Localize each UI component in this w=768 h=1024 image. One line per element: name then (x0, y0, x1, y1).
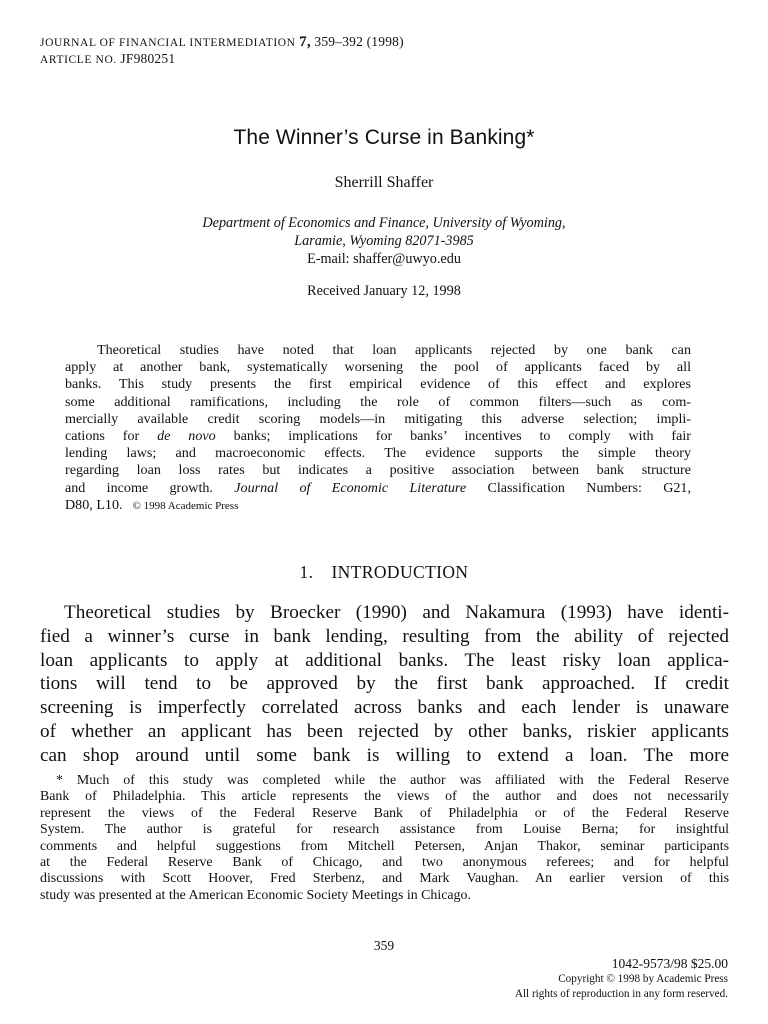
abstract (65, 342, 691, 514)
abstract-line (65, 428, 691, 445)
footnote-line: at the Federal Reserve Bank of Chicago, and two anonymous referees; and for helpful (40, 854, 729, 870)
paper-title: The Winner’s Curse in Banking* (233, 126, 535, 149)
footnote (40, 773, 729, 904)
rights-reserved: All rights of reproduction in any form reserved. (514, 988, 728, 1000)
body-line: tions will tend to be approved by the first bank approached. If credit (40, 673, 729, 695)
body-line: fied a winner’s curse in bank lending, resulting from the ability of rejected (40, 625, 729, 647)
journal-name: JOURNAL OF FINANCIAL INTERMEDIATION (40, 37, 296, 49)
abstract-text: cations for (65, 427, 158, 444)
body-line: Theoretical studies by Broecker (1990) and Nakamura (1993) have identi- (64, 602, 729, 623)
footnote-line: represent the views of the Federal Reserve Bank of Philadelphia or of the Federal Reserve (40, 805, 729, 821)
article-number-line (40, 50, 175, 69)
received-date: Received January 12, 1998 (307, 283, 461, 299)
body-line: can shop around until some bank is willing to extend a loan. The more (40, 744, 729, 766)
abstract-text: banks; implications for banks’ incentives to comply with fair (215, 427, 691, 444)
publisher-copyright: Copyright © 1998 by Academic Press (558, 973, 728, 985)
abstract-line: mercially available credit scoring models—in mitigating this adverse selection; impli- (65, 410, 691, 427)
footnote-line: discussions with Scott Hoover, Fred Sterbenz, and Mark Vaughan. An earlier version of this (40, 871, 729, 887)
abstract-line: Theoretical studies have noted that loan applicants rejected by one bank can (97, 342, 691, 358)
abstract-line (65, 497, 691, 514)
author-name: Sherrill Shaffer (334, 174, 434, 191)
abstract-line: lending laws; and macroeconomic effects. The evidence supports the simple theory (65, 445, 691, 462)
abstract-line: banks. This study presents the first empirical evidence of this effect and explores (65, 376, 691, 393)
footnote-line: * Much of this study was completed while the author was affiliated with the Federal Reserve (56, 773, 729, 788)
jel-journal-name: Journal of Economic Literature (234, 479, 467, 496)
section-title: INTRODUCTION (331, 562, 469, 582)
footnote-line: Bank of Philadelphia. This article represents the views of the author and does not necessarily (40, 789, 729, 805)
abstract-line: regarding loan loss rates but indicates a positive association between bank structure (65, 462, 691, 479)
page-number: 359 (373, 938, 395, 953)
article-number-label: ARTICLE NO. (40, 54, 117, 66)
abstract-text: and income growth. (65, 479, 235, 496)
footnote-line: comments and helpful suggestions from Mitchell Petersen, Anjan Thakor, seminar participants (40, 838, 729, 854)
journal-pages-year: 359–392 (1998) (314, 34, 404, 49)
abstract-text: Classification Numbers: G21, (466, 479, 691, 496)
jel-codes: D80, L10. (65, 496, 123, 513)
body-text (40, 601, 729, 768)
abstract-line: some additional ramifications, including the role of common filters—such as com- (65, 393, 691, 410)
footnote-line: study was presented at the American Economic Society Meetings in Chicago. (40, 887, 471, 903)
author-email: E-mail: shaffer@uwyo.edu (307, 251, 461, 267)
affiliation-line-1: Department of Economics and Finance, University of Wyoming, (202, 215, 566, 231)
footnote-line: System. The author is grateful for research assistance from Louise Berna; for insightful (40, 822, 729, 838)
abstract-copyright: © 1998 Academic Press (132, 499, 239, 512)
affiliation-line-2: Laramie, Wyoming 82071-3985 (294, 233, 474, 249)
section-number: 1. (299, 562, 314, 582)
abstract-italic-term: de novo (157, 427, 216, 444)
issn-price: 1042-9573/98 $25.00 (611, 956, 728, 971)
body-line: screening is imperfectly correlated across banks and each lender is unaware (40, 697, 729, 719)
abstract-line: apply at another bank, systematically worsening the pool of applicants faced by all (65, 359, 691, 376)
body-line: loan applicants to apply at additional banks. The least risky loan applica- (40, 649, 729, 671)
section-heading (0, 562, 768, 583)
author-affiliation (0, 214, 768, 268)
abstract-line (65, 480, 691, 497)
body-line: of whether an applicant has been rejected by other banks, riskier applicants (40, 720, 729, 742)
journal-volume: 7, (299, 34, 311, 50)
article-number: JF980251 (120, 51, 176, 66)
